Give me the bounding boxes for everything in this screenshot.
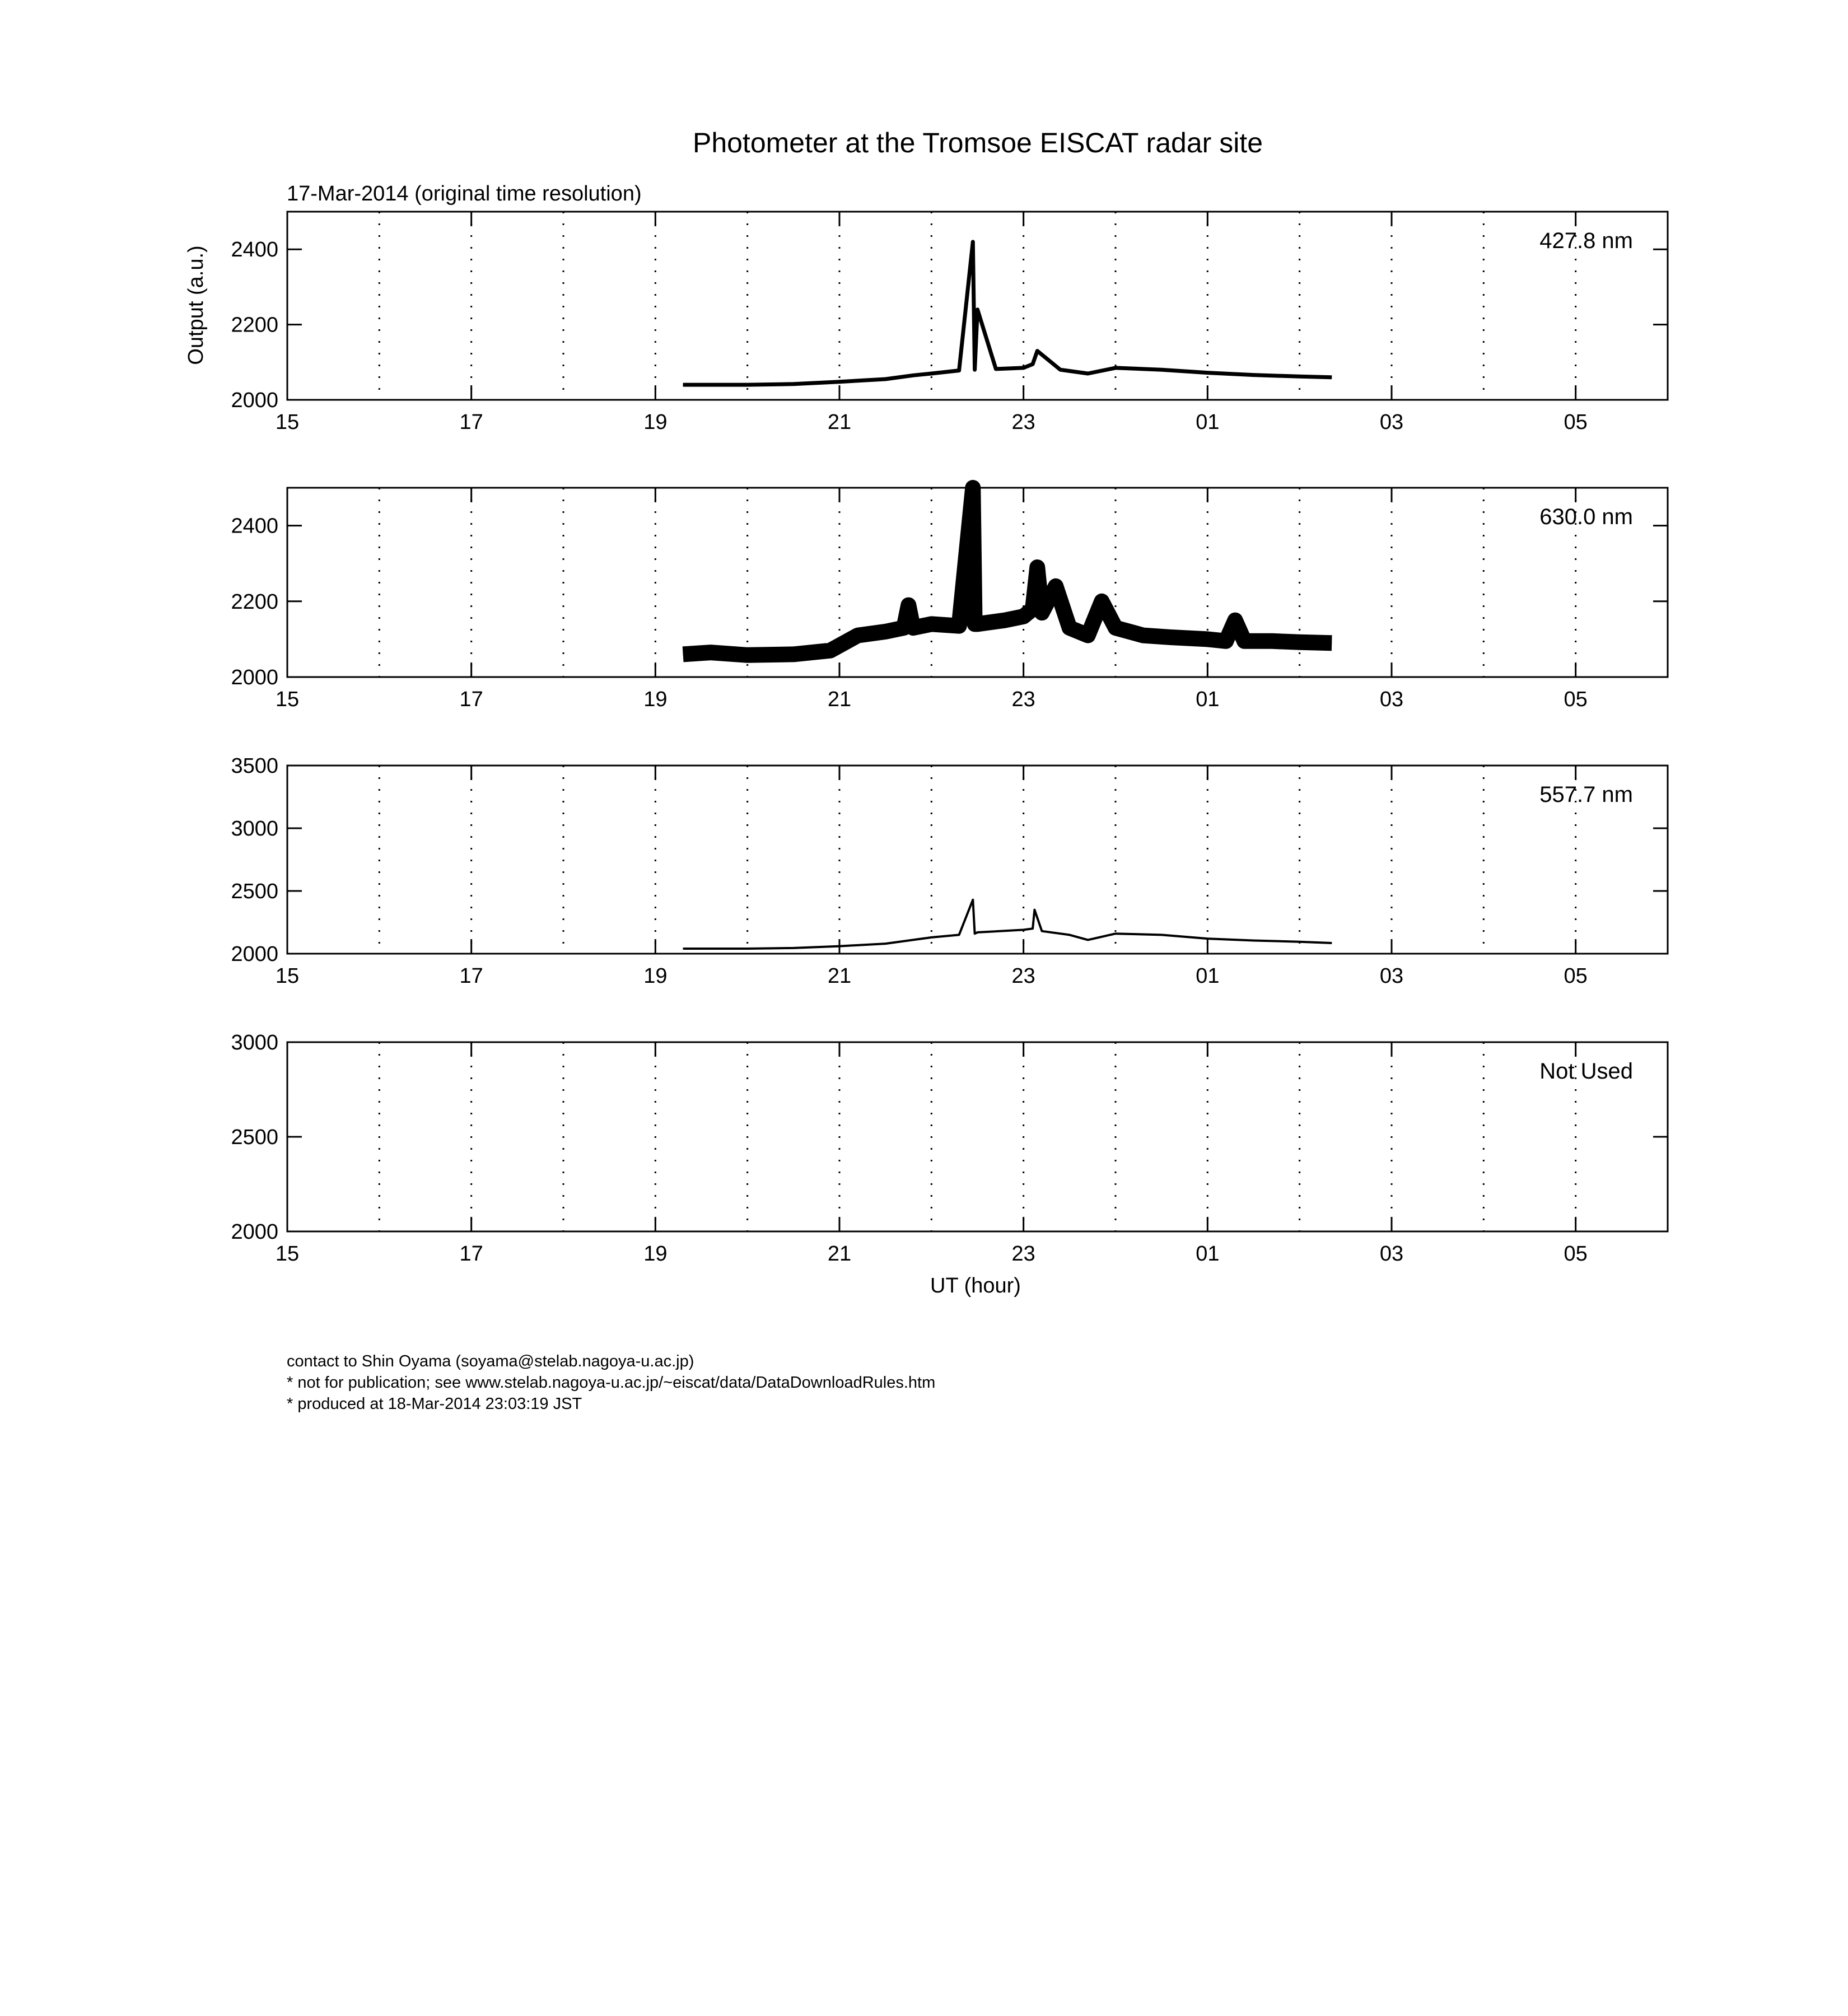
x-tick-label: 03 [1379,688,1404,711]
x-tick-label: 03 [1379,964,1404,988]
series-line [683,242,1332,385]
x-tick-label: 17 [459,1242,483,1266]
series-band [683,488,1332,655]
panel-label: 630.0 nm [1539,505,1633,529]
axes-box [287,1042,1668,1231]
y-axis-label: Output (a.u.) [184,245,208,365]
y-tick-label: 3000 [231,817,278,841]
y-tick-label: 2200 [231,313,278,337]
x-tick-label: 19 [643,1242,668,1266]
x-tick-label: 21 [827,964,852,988]
x-tick-label: 01 [1196,1242,1220,1266]
x-tick-label: 15 [275,688,300,711]
x-tick-label: 15 [275,410,300,434]
x-tick-label: 23 [1011,964,1035,988]
x-tick-label: 05 [1564,1242,1588,1266]
panel-2 [231,488,1668,711]
panel-label: 427.8 nm [1539,228,1633,253]
x-tick-label: 05 [1564,410,1588,434]
x-tick-label: 03 [1379,410,1404,434]
x-axis-label: UT (hour) [930,1274,1021,1298]
x-tick-label: 17 [459,964,483,988]
x-tick-label: 01 [1196,688,1220,711]
figure-title: Photometer at the Tromsoe EISCAT radar site [692,127,1263,158]
series-band [683,900,1332,949]
x-tick-label: 21 [827,1242,852,1266]
x-tick-label: 01 [1196,964,1220,988]
panel-label: 557.7 nm [1539,782,1633,807]
y-tick-label: 2400 [231,514,278,538]
y-tick-label: 2000 [231,942,278,966]
y-tick-label: 3000 [231,1031,278,1054]
panel-4 [231,1031,1668,1266]
x-tick-label: 03 [1379,1242,1404,1266]
footer-produced: * produced at 18-Mar-2014 23:03:19 JST [287,1395,582,1413]
x-tick-label: 19 [643,964,668,988]
x-tick-label: 23 [1011,410,1035,434]
series-band [683,242,1332,385]
x-tick-label: 21 [827,410,852,434]
footer [287,1351,935,1415]
panel-label: Not Used [1539,1059,1633,1084]
x-tick-label: 05 [1564,964,1588,988]
x-tick-label: 19 [643,410,668,434]
axes-box [287,212,1668,400]
series-line [683,900,1332,949]
figure-subtitle: 17-Mar-2014 (original time resolution) [287,182,642,206]
y-tick-label: 2000 [231,1220,278,1244]
x-tick-label: 05 [1564,688,1588,711]
x-tick-label: 01 [1196,410,1220,434]
footer-rules: * not for publication; see www.stelab.nagoya-u.ac.jp/~eiscat/data/DataDownloadRules.htm [287,1374,936,1392]
y-tick-label: 2400 [231,238,278,262]
y-tick-label: 2000 [231,666,278,689]
x-tick-label: 19 [643,688,668,711]
y-tick-label: 2200 [231,590,278,614]
axes-box [287,766,1668,954]
panel-3 [231,754,1668,988]
x-tick-label: 23 [1011,1242,1035,1266]
x-tick-label: 17 [459,688,483,711]
x-tick-label: 15 [275,1242,300,1266]
panel-1 [231,212,1668,434]
y-tick-label: 2000 [231,389,278,412]
panels [231,212,1668,1266]
x-tick-label: 17 [459,410,483,434]
y-tick-label: 2500 [231,1126,278,1149]
x-tick-label: 15 [275,964,300,988]
x-tick-label: 21 [827,688,852,711]
y-tick-label: 2500 [231,880,278,903]
footer-contact: contact to Shin Oyama (soyama@stelab.nagoya-u.ac.jp) [287,1352,694,1370]
x-tick-label: 23 [1011,688,1035,711]
y-tick-label: 3500 [231,754,278,778]
